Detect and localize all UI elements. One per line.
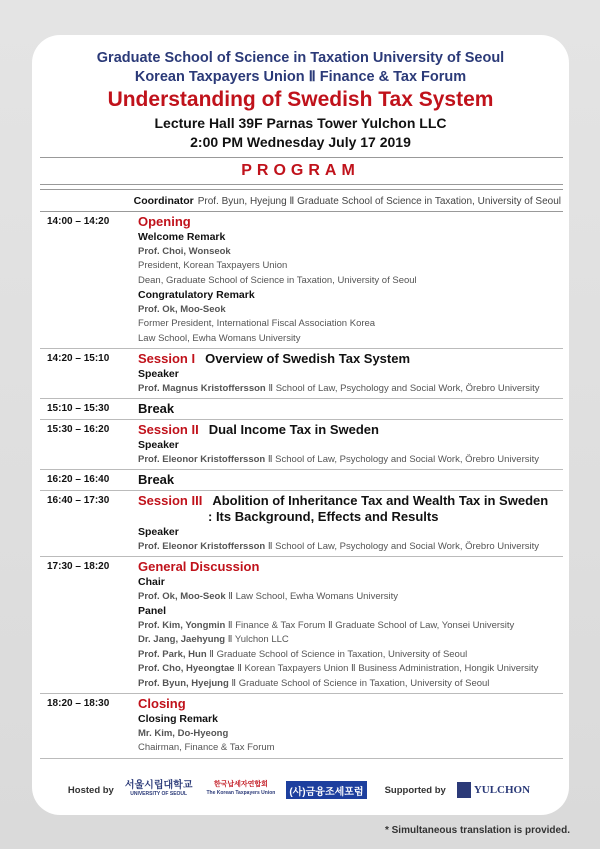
person-line <box>138 317 563 332</box>
divider <box>40 184 563 185</box>
time-slot: 15:30 – 16:20 <box>47 424 110 435</box>
schedule <box>40 211 563 759</box>
venue: Lecture Hall 39F Parnas Tower Yulchon LLC <box>154 115 447 131</box>
person-affiliation: Law School, Ewha Womans University <box>138 332 301 344</box>
session-title: Session II <box>138 422 199 437</box>
schedule-row <box>40 557 563 694</box>
person-line <box>138 259 563 274</box>
program-heading: PROGRAM <box>241 162 360 179</box>
person-line <box>138 677 563 692</box>
yulchon-logo: YULCHON <box>454 781 533 799</box>
schedule-row <box>40 212 563 349</box>
person-name: Prof. Ok, Moo-Seok <box>138 303 226 315</box>
divider <box>40 189 563 190</box>
role-label: Closing Remark <box>138 713 218 725</box>
divider <box>40 157 563 158</box>
person-line <box>138 453 563 468</box>
person-affiliation: Ⅱ School of Law, Psychology and Social Work, Örebro University <box>265 382 540 394</box>
break-label: Break <box>138 401 175 416</box>
person-name: Prof. Cho, Hyeongtae <box>138 663 235 674</box>
person-affiliation: Ⅱ Graduate School of Science in Taxation, University of Seoul <box>228 677 490 689</box>
person-line <box>138 727 563 742</box>
schedule-row <box>40 399 563 420</box>
ftf-logo: (사)금융조세포럼 <box>286 781 366 799</box>
person-line <box>138 274 563 289</box>
schedule-row <box>40 420 563 470</box>
time-slot: 15:10 – 15:30 <box>47 403 110 414</box>
session-topic: Abolition of Inheritance Tax and Wealth Tax in Sweden <box>212 493 549 508</box>
schedule-row <box>40 491 563 557</box>
person-line <box>138 619 563 634</box>
person-name: Dr. Jang, Jaehyung <box>138 634 226 645</box>
hosted-by-label: Hosted by <box>67 784 114 796</box>
person-line <box>138 303 563 318</box>
role-label: Speaker <box>138 526 179 538</box>
person-affiliation: Ⅱ Finance & Tax Forum Ⅱ Graduate School of Law, Yonsei University <box>225 619 515 631</box>
person-affiliation: President, Korean Taxpayers Union <box>138 260 288 271</box>
person-name: Prof. Choi, Wonseok <box>138 245 231 257</box>
sponsors <box>32 781 569 799</box>
person-name: Prof. Byun, Hyejung <box>138 677 229 689</box>
role-label: Welcome Remark <box>138 231 226 243</box>
person-affiliation: Dean, Graduate School of Science in Taxation, University of Seoul <box>138 274 417 286</box>
schedule-row <box>40 470 563 491</box>
organizer-line-2: Korean Taxpayers Union Ⅱ Finance & Tax Forum <box>134 69 467 85</box>
person-affiliation: Ⅱ Yulchon LLC <box>225 634 289 645</box>
session-title: Session III <box>138 493 203 508</box>
session-title: General Discussion <box>138 559 260 574</box>
program-card <box>32 35 569 815</box>
person-line <box>138 332 563 347</box>
person-line <box>138 382 563 397</box>
person-name: Prof. Ok, Moo-Seok <box>138 590 226 602</box>
time-slot: 16:40 – 17:30 <box>47 495 110 506</box>
person-line <box>138 590 563 605</box>
uos-logo: 서울시립대학교 UNIVERSITY OF SEOUL <box>124 780 193 797</box>
person-line <box>138 245 563 260</box>
person-name: Prof. Eleonor Kristoffersson <box>138 540 266 552</box>
role-label: Chair <box>138 576 165 588</box>
session-topic: Dual Income Tax in Sweden <box>208 422 379 437</box>
time-slot: 17:30 – 18:20 <box>47 561 110 572</box>
session-title: Opening <box>138 214 191 229</box>
person-name: Mr. Kim, Do-Hyeong <box>138 727 229 739</box>
person-affiliation: Ⅱ Law School, Ewha Womans University <box>225 590 399 602</box>
person-name: Prof. Kim, Yongmin <box>138 619 226 631</box>
time-slot: 14:00 – 14:20 <box>47 216 110 227</box>
time-slot: 18:20 – 18:30 <box>47 698 110 709</box>
role-label: Congratulatory Remark <box>138 289 255 301</box>
person-name: Prof. Magnus Kristoffersson <box>138 382 266 394</box>
person-line <box>138 662 563 677</box>
schedule-row <box>40 694 563 759</box>
ktu-logo: 한국납세자연합회 The Korean Taxpayers Union <box>206 781 276 796</box>
coordinator <box>134 195 561 208</box>
session-topic-cont: : Its Background, Effects and Results <box>208 509 439 524</box>
event-title: Understanding of Swedish Tax System <box>107 88 494 111</box>
session-title: Session I <box>138 351 196 366</box>
person-affiliation: Ⅱ School of Law, Psychology and Social Work, Örebro University <box>265 453 540 465</box>
person-line <box>138 540 563 555</box>
session-topic: Overview of Swedish Tax System <box>205 351 411 366</box>
coordinator-text: Prof. Byun, Hyejung Ⅱ Graduate School of Science in Taxation, University of Seoul <box>197 196 561 207</box>
role-label: Panel <box>138 605 167 617</box>
coordinator-label: Coordinator <box>133 195 194 207</box>
person-affiliation: Ⅱ School of Law, Psychology and Social Work, Örebro University <box>265 540 540 552</box>
person-affiliation: Chairman, Finance & Tax Forum <box>138 742 275 753</box>
session-title: Closing <box>138 696 186 711</box>
time-slot: 16:20 – 16:40 <box>47 474 110 485</box>
person-affiliation: Ⅱ Korean Taxpayers Union Ⅱ Business Administration, Hongik University <box>234 663 539 674</box>
time-slot: 14:20 – 15:10 <box>47 353 110 364</box>
datetime: 2:00 PM Wednesday July 17 2019 <box>190 134 411 150</box>
translation-note: * Simultaneous translation is provided. <box>384 825 570 836</box>
organizer-line-1: Graduate School of Science in Taxation University of Seoul <box>96 50 505 66</box>
supported-by-label: Supported by <box>384 784 446 796</box>
person-name: Prof. Park, Hun <box>138 648 207 660</box>
person-line <box>138 741 563 756</box>
person-line <box>138 648 563 663</box>
person-affiliation: Ⅱ Graduate School of Science in Taxation, University of Seoul <box>206 648 468 660</box>
person-line <box>138 633 563 648</box>
schedule-row <box>40 349 563 399</box>
role-label: Speaker <box>138 439 179 451</box>
person-affiliation: Former President, International Fiscal Association Korea <box>138 318 376 329</box>
break-label: Break <box>138 472 175 487</box>
role-label: Speaker <box>138 368 179 380</box>
person-name: Prof. Eleonor Kristoffersson <box>138 453 266 465</box>
